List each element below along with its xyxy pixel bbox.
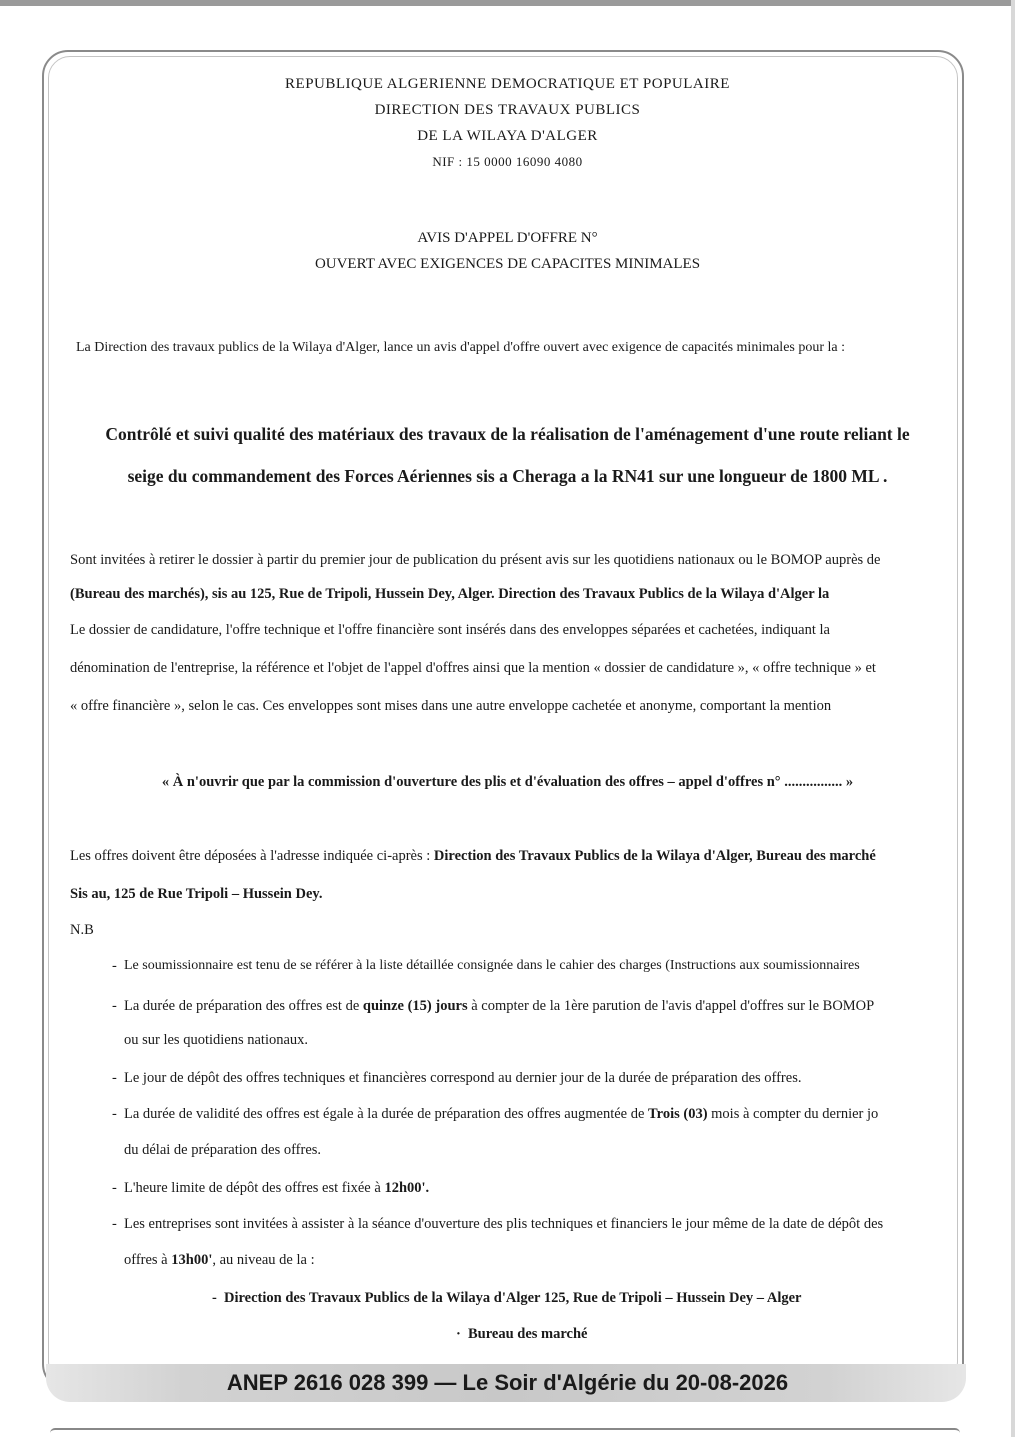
intro-paragraph: La Direction des travaux publics de la Wilaya d'Alger, lance un avis d'appel d'offre ouvert avec exigence de capacités minimales pour la :: [76, 340, 846, 355]
header-republic: REPUBLIQUE ALGERIENNE DEMOCRATIQUE ET POPULAIRE: [285, 76, 730, 92]
paragraph-envelopes-line-1: Le dossier de candidature, l'offre technique et l'offre financière sont insérés dans des enveloppes séparées et cachetées, indiquant la: [70, 622, 830, 638]
bullet-opening-session-line-2: [124, 1252, 315, 1269]
scan-right-edge: [1011, 0, 1015, 1437]
paragraph-envelopes-line-3: « offre financière », selon le cas. Ces enveloppes sont mises dans une autre enveloppe cachetée et anonyme, comportant la mention: [70, 698, 832, 714]
bullet-instructions: Le soumissionnaire est tenu de se référer à la liste détaillée consignée dans le cahier des charges (Instructions aux soumissionnaires: [124, 958, 860, 973]
sub-bullet-marker: ·: [456, 1326, 461, 1342]
header-wilaya: DE LA WILAYA D'ALGER: [417, 128, 598, 144]
notice-subtitle: OUVERT AVEC EXIGENCES DE CAPACITES MINIMALES: [314, 256, 701, 272]
bullet-deadline: [124, 1180, 429, 1197]
sub-bullet-marker: -: [212, 1290, 217, 1306]
deadline-time: 12h00'.: [384, 1180, 430, 1196]
header-nif: NIF : 15 0000 16090 4080: [432, 154, 583, 169]
validity-text-start: La durée de validité des offres est égale à la durée de préparation des offres augmentée de: [124, 1106, 649, 1122]
bullet-opening-session: Les entreprises sont invitées à assister à la séance d'ouverture des plis techniques et financiers le jour même de la date de dépôt des: [124, 1216, 884, 1232]
bullet-marker: -: [112, 1070, 117, 1086]
deposit-intro-text: Les offres doivent être déposées à l'adresse indiquée ci-après :: [70, 848, 434, 864]
deposit-address-text: Direction des Travaux Publics de la Wilaya d'Alger, Bureau des marché: [433, 848, 876, 864]
bottom-border: [50, 1428, 960, 1433]
bullet-marker: -: [112, 1106, 117, 1122]
subject-line-2: seige du commandement des Forces Aériennes sis a Cheraga a la RN41 sur une longueur de 1800 ML .: [127, 466, 888, 486]
preparation-text-start: La durée de préparation des offres est de: [124, 998, 363, 1014]
notice-title: AVIS D'APPEL D'OFFRE N°: [417, 230, 598, 246]
scan-top-edge: [0, 0, 1015, 6]
bullet-marker: -: [112, 958, 117, 974]
bullet-preparation-duration: [124, 998, 874, 1015]
validity-text-end: mois à compter du dernier jo: [707, 1106, 879, 1122]
preparation-days: quinze (15) jours: [362, 998, 468, 1014]
bullet-preparation-duration-line-2: ou sur les quotidiens nationaux.: [124, 1032, 309, 1048]
envelope-mention: « À n'ouvrir que par la commission d'ouverture des plis et d'évaluation des offres – appel d'offres n° ................ »: [161, 774, 854, 790]
validity-months: Trois (03): [648, 1106, 708, 1122]
preparation-text-end: à compter de la 1ère parution de l'avis d'appel d'offres sur le BOMOP: [467, 998, 875, 1014]
opening-text-start: offres à: [124, 1252, 172, 1268]
bullet-marker: -: [112, 998, 117, 1014]
bullet-marker: -: [112, 1180, 117, 1196]
opening-location-direction: Direction des Travaux Publics de la Wilaya d'Alger 125, Rue de Tripoli – Hussein Dey – Alger: [224, 1290, 802, 1306]
deadline-text: L'heure limite de dépôt des offres est fixée à: [124, 1180, 385, 1196]
opening-text-end: , au niveau de la :: [212, 1252, 315, 1268]
bullet-validity-line-2: du délai de préparation des offres.: [124, 1142, 322, 1158]
opening-location-bureau: Bureau des marché: [468, 1326, 588, 1342]
paragraph-retrieval-line-1: Sont invitées à retirer le dossier à partir du premier jour de publication du présent avis sur les quotidiens nationaux ou le BOMOP auprès de: [70, 552, 881, 568]
paragraph-deposit-line-1: [70, 848, 876, 865]
bullet-marker: -: [112, 1216, 117, 1232]
bullet-deposit-day: Le jour de dépôt des offres techniques et financières correspond au dernier jour de la durée de préparation des offres.: [124, 1070, 802, 1086]
footer-publication: ANEP 2616 028 399 — Le Soir d'Algérie du 20-08-2026: [226, 1370, 789, 1395]
paragraph-envelopes-line-2: dénomination de l'entreprise, la référence et l'objet de l'appel d'offres ainsi que la mention « dossier de candidature », « offre technique » et: [70, 660, 876, 676]
paragraph-retrieval-line-2: (Bureau des marchés), sis au 125, Rue de Tripoli, Hussein Dey, Alger. Direction des Travaux Publics de la Wilaya d'Alger la: [70, 586, 830, 602]
paragraph-deposit-line-2: Sis au, 125 de Rue Tripoli – Hussein Dey.: [70, 886, 323, 902]
header-direction: DIRECTION DES TRAVAUX PUBLICS: [374, 102, 641, 118]
bullet-validity: [124, 1106, 878, 1123]
nb-label: N.B: [70, 922, 94, 938]
subject-line-1: Contrôlé et suivi qualité des matériaux des travaux de la réalisation de l'aménagement d'une route reliant le: [105, 424, 910, 444]
opening-time: 13h00': [171, 1252, 213, 1268]
